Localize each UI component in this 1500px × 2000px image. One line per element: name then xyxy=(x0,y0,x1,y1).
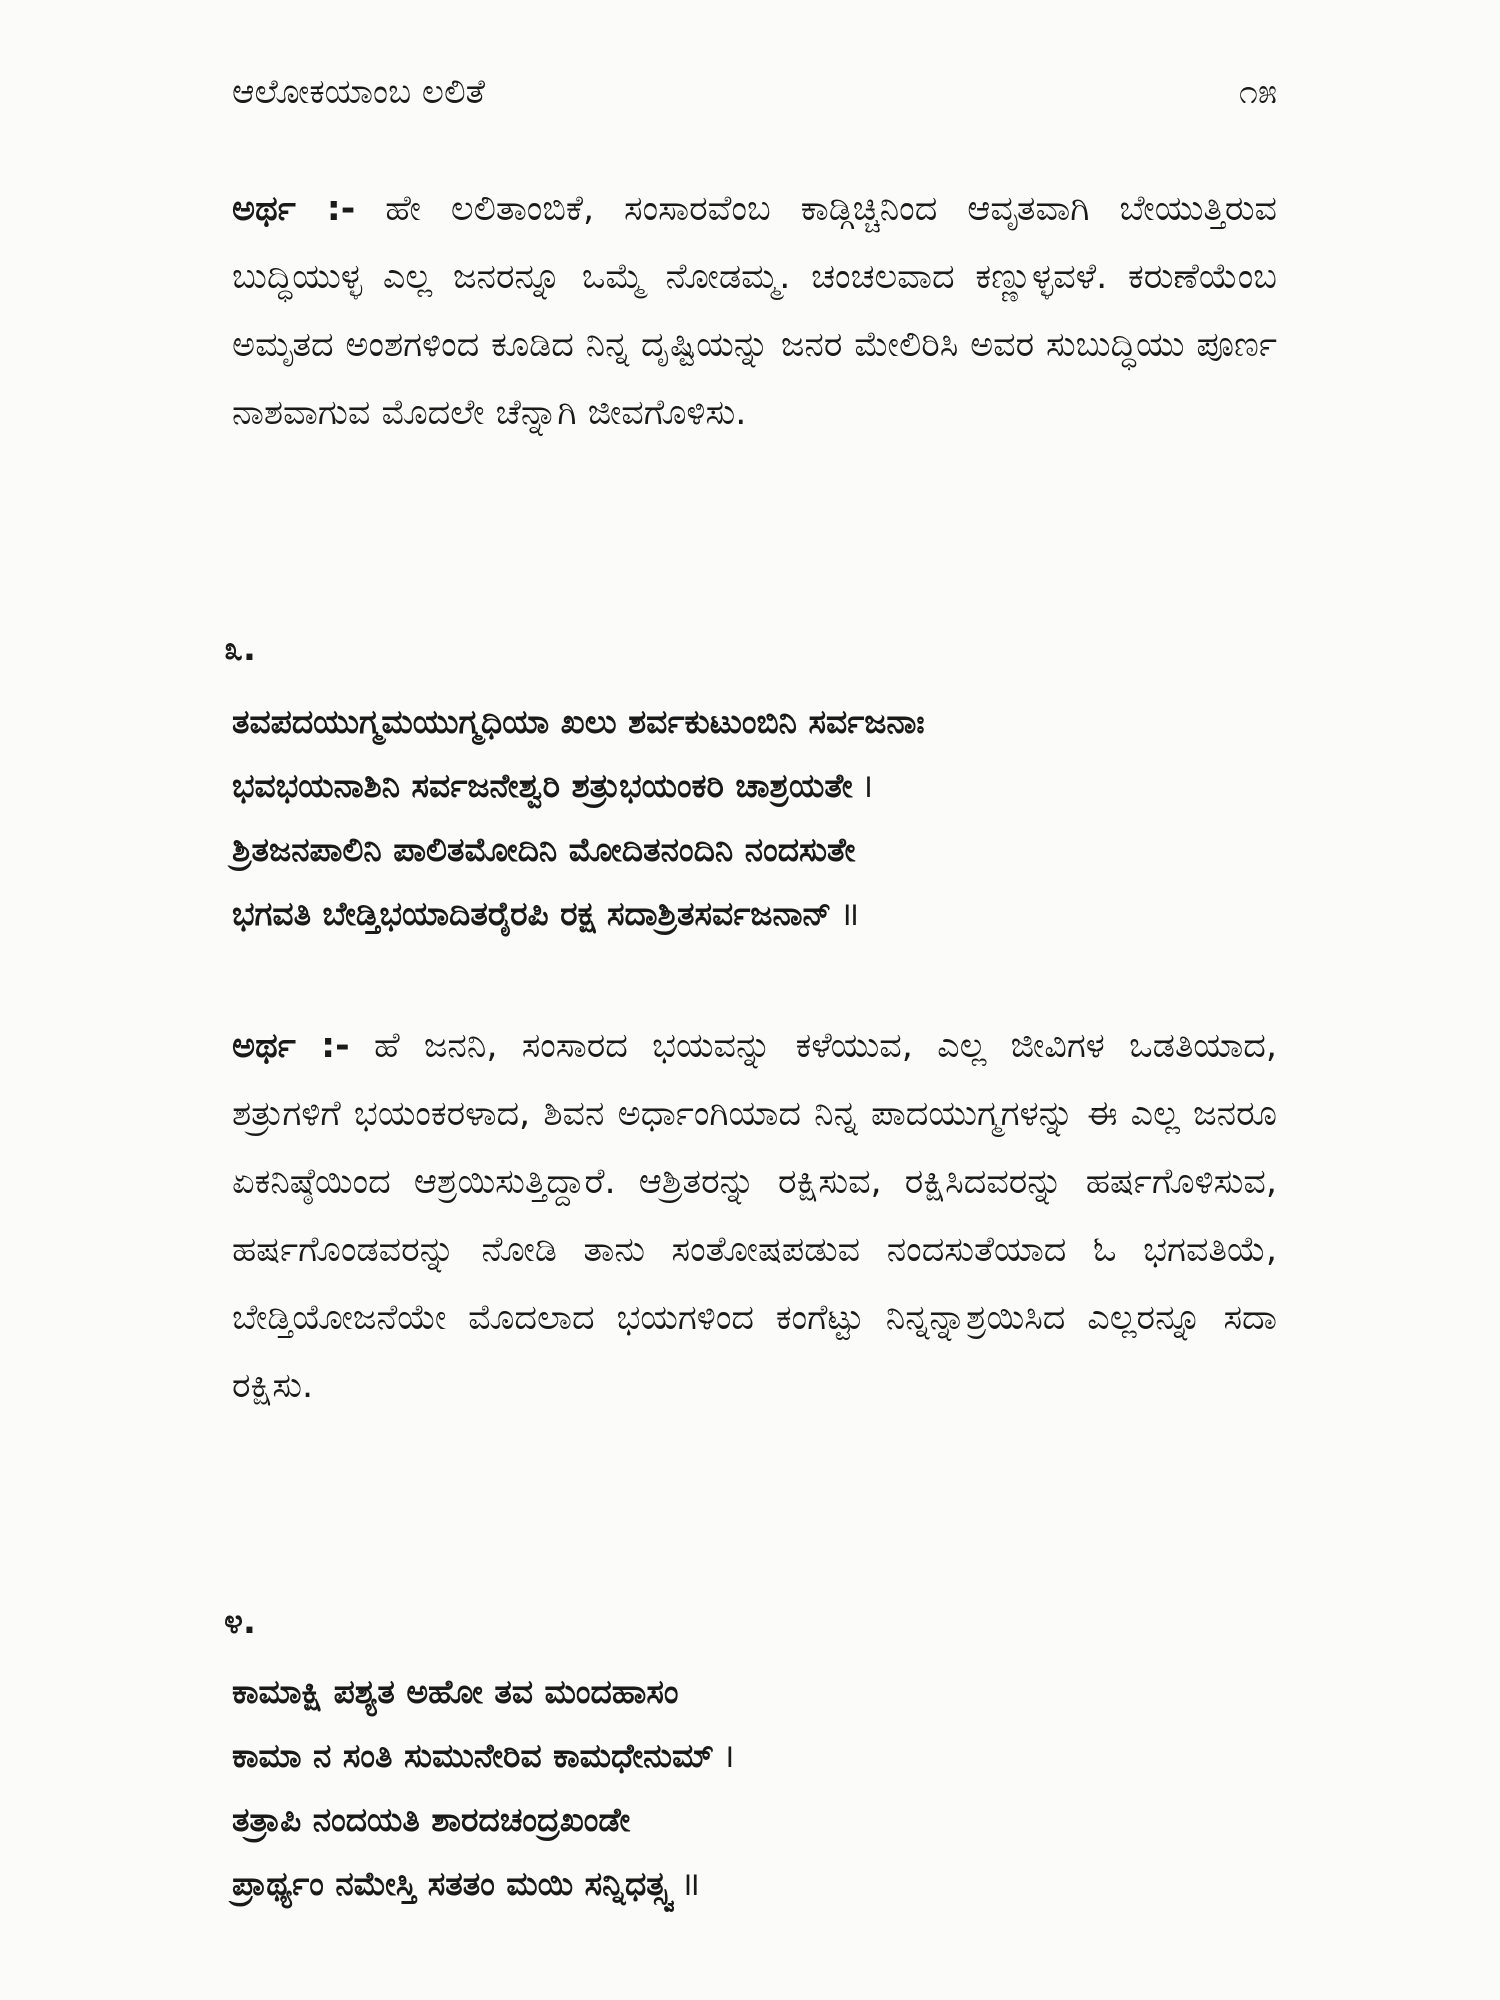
verse-line: ಕಾಮಾ ನ ಸಂತಿ ಸುಮುನೇರಿವ ಕಾಮಧೇನುಮ್ । xyxy=(232,1736,735,1775)
running-head-title: ಆಲೋಕಯಾಂಬ ಲಲಿತೆ xyxy=(232,72,485,112)
danda-mark: । xyxy=(722,1736,735,1775)
verse-line: ಭಗವತಿ ಬೇಡ್ತಿಭಯಾದಿತರೈರಪಿ ರಕ್ಷ ಸದಾಶ್ರಿತಸರ್ವಜನಾನ್ ॥ xyxy=(232,894,860,933)
meaning-label: ಅರ್ಥ :- xyxy=(232,189,356,229)
running-head xyxy=(232,68,1277,116)
danda-mark: । xyxy=(860,766,874,805)
meaning-paragraph-1 xyxy=(232,175,1277,447)
page-number: ೧೫ xyxy=(1238,72,1277,112)
verse-line: ಶ್ರಿತಜನಪಾಲಿನಿ ಪಾಲಿತಮೋದಿನಿ ಮೋದಿತನಂದಿನಿ ನಂದಸುತೇ xyxy=(232,830,856,869)
meaning-text: ಹೇ ಲಲಿತಾಂಬಿಕೆ, ಸಂಸಾರವೆಂಬ ಕಾಡ್ಗಿಚ್ಚಿನಿಂದ ಆವೃತವಾಗಿ ಬೇಯುತ್ತಿರುವ ಬುದ್ಧಿಯುಳ್ಳ ಎಲ್ಲ ಜನರನ್ನೂ ಒಮ್ಮೆ ನೋಡಮ್ಮ. ಚಂಚಲವಾದ ಕಣ್ಣುಳ್ಳವಳೆ. ಕರುಣೆಯೆಂಬ ಅಮೃತದ ಅಂಶಗಳಿಂದ ಕೂಡಿದ ನಿನ್ನ ದೃಷ್ಟಿಯನ್ನು ಜನರ ಮೇಲಿರಿಸಿ ಅವರ ಸುಬುದ್ಧಿಯು ಪೂರ್ಣ ನಾಶವಾಗುವ ಮೊದಲೇ ಚೆನ್ನಾಗಿ ಜೀವಗೊಳಿಸು. xyxy=(232,189,1277,433)
verse-3 xyxy=(232,690,1277,946)
verse-4 xyxy=(232,1660,1277,1916)
verse-line: ಭವಭಯನಾಶಿನಿ ಸರ್ವಜನೇಶ್ವರಿ ಶತ್ರುಭಯಂಕರಿ ಚಾಶ್ರಯತೇ । xyxy=(232,766,874,805)
verse-line: ಕಾಮಾಕ್ಷಿ ಪಶ್ಯತ ಅಹೋ ತವ ಮಂದಹಾಸಂ xyxy=(232,1672,679,1711)
verse-line: ತತ್ರಾಪಿ ನಂದಯತಿ ಶಾರದಚಂದ್ರಖಂಡೇ xyxy=(232,1800,631,1839)
verse-line: ಪ್ರಾರ್ಥ್ಯಂ ನಮೇಸ್ತಿ ಸತತಂ ಮಯಿ ಸನ್ನಿಧತ್ಸ್ವ ॥ xyxy=(232,1864,700,1903)
verse-number-3: ೩. xyxy=(224,629,256,669)
meaning-label: ಅರ್ಥ :- xyxy=(232,1026,350,1066)
verse-line: ತವಪದಯುಗ್ಮಮಯುಗ್ಮಧಿಯಾ ಖಲು ಶರ್ವಕುಟುಂಬಿನಿ ಸರ್ವಜನಾಃ xyxy=(232,702,925,741)
verse-number-4: ೪. xyxy=(224,1602,256,1642)
meaning-paragraph-2 xyxy=(232,1012,1277,1420)
double-danda-mark: ॥ xyxy=(680,1864,700,1903)
meaning-text: ಹೆ ಜನನಿ, ಸಂಸಾರದ ಭಯವನ್ನು ಕಳೆಯುವ, ಎಲ್ಲ ಜೀವಿಗಳ ಒಡತಿಯಾದ, ಶತ್ರುಗಳಿಗೆ ಭಯಂಕರಳಾದ, ಶಿವನ ಅರ್ಧಾಂಗಿಯಾದ ನಿನ್ನ ಪಾದಯುಗ್ಮಗಳನ್ನು ಈ ಎಲ್ಲ ಜನರೂ ಏಕನಿಷ್ಠೆಯಿಂದ ಆಶ್ರಯಿಸುತ್ತಿದ್ದಾರೆ. ಆಶ್ರಿತರನ್ನು ರಕ್ಷಿಸುವ, ರಕ್ಷಿಸಿದವರನ್ನು ಹರ್ಷಗೊಳಿಸುವ, ಹರ್ಷಗೊಂಡವರನ್ನು ನೋಡಿ ತಾನು ಸಂತೋಷಪಡುವ ನಂದಸುತೆಯಾದ ಓ ಭಗವತಿಯೆ, ಬೇಡ್ತಿಯೋಜನೆಯೇ ಮೊದಲಾದ ಭಯಗಳಿಂದ ಕಂಗೆಟ್ಟು ನಿನ್ನನ್ನಾಶ್ರಯಿಸಿದ ಎಲ್ಲರನ್ನೂ ಸದಾ ರಕ್ಷಿಸು. xyxy=(232,1026,1278,1406)
double-danda-mark: ॥ xyxy=(839,894,860,933)
